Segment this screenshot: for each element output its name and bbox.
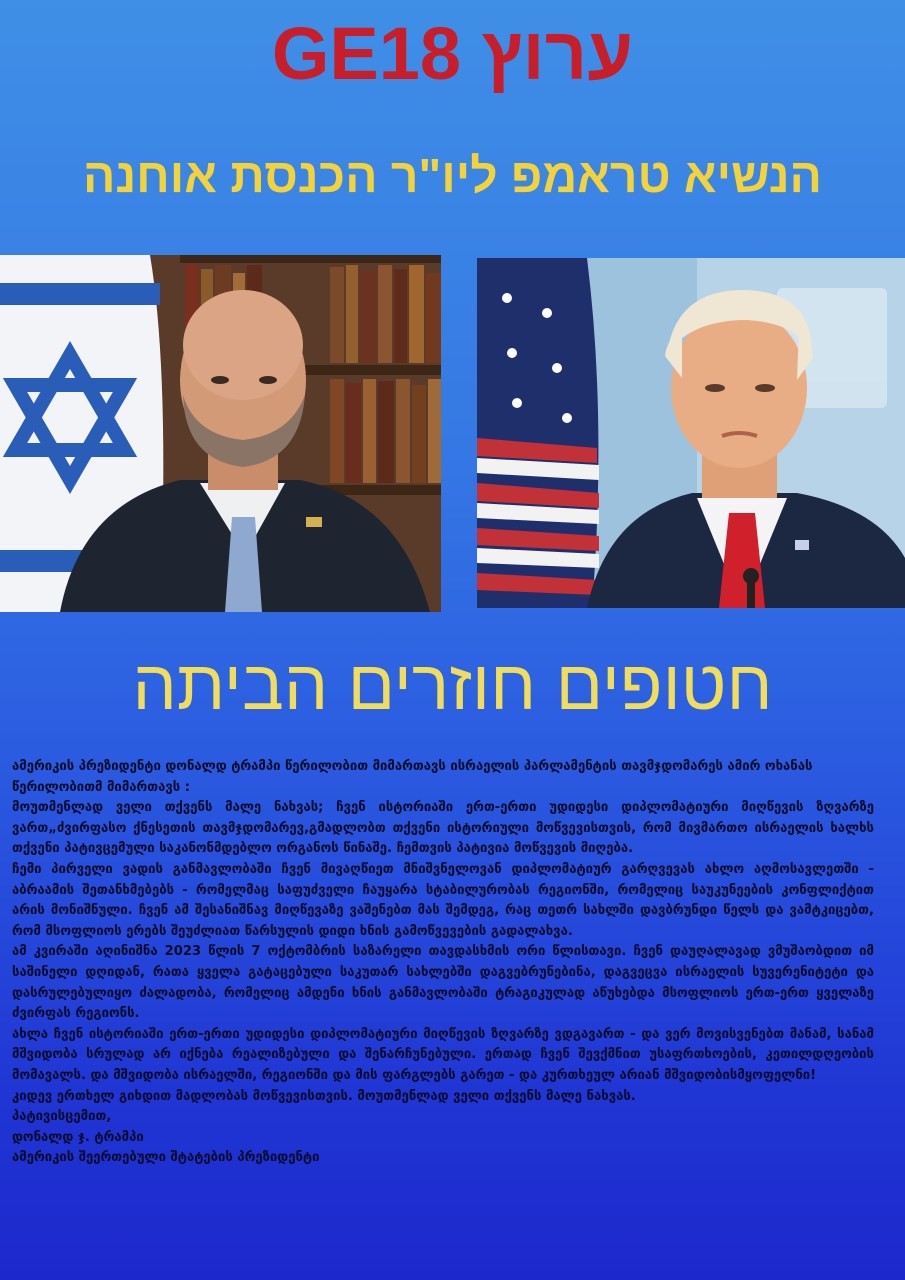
- subtitle: הנשיא טראמפ ליו"ר הכנסת אוחנה: [83, 150, 822, 203]
- letter-closing: პატივისცემით,: [12, 1109, 112, 1125]
- headline: חטופים חוזרים הביתה: [132, 646, 773, 724]
- speaker-portrait-photo: [0, 255, 441, 612]
- letter-signature: დონალდ ჯ. ტრამპი: [12, 1129, 144, 1145]
- letter-signature-title: ამერიკის შეერთებული შტატების პრეზიდენტი: [12, 1150, 320, 1166]
- letter-body: [12, 757, 874, 1169]
- letter-paragraph: ჩემი პირველი ვადის განმავლობაში ჩვენ მივაღწიეთ მნიშვნელოვან დიპლომატიურ გარღვევას ახლო აღმოსავლეთში - აბრაამის შეთანხმებებს - რომელმაც საფუძველი ჩაუყარა სტაბილურობას რეგიონში, რომელიც საუკუნეების კონფლიქტით არის მონიშნული. ჩვენ ამ შესანიშნავ მიღწევაზე ვაშენებთ მას შემდეგ, რაც თეთრ სახლში დავბრუნდი წელს და ვამტკიცებთ, რომ მსოფლიოს ერებს შეუძლიათ წარსულის დიდი ხნის გამოწვევების გადალახვა.: [12, 861, 874, 939]
- letter-paragraph: კიდევ ერთხელ გიხდით მადლობას მოწვევისთვის. მოუთმენლად ველი თქვენს მალე ნახვას.: [12, 1088, 636, 1104]
- letter-paragraph: ამ კვირაში აღინიშნა 2023 წლის 7 ოქტომბრის საზარელი თავდასხმის ორი წლისთავი. ჩვენ დაუღალავად ვმუშაობდით იმ საშინელი დღიდან, რათა ყველა გატაცებული საკუთარ სახლებში დაგვებრუნებინა, დაგვეცვა ისრაელის სუვერენიტეტი და დასრულებულიყო ძალადობა, რომელიც ამდენი ხნის განმავლობაში ტრაგიკულად აწუხებდა მსოფლიოს ერთ-ერთ ყველაზე ძვირფას რეგიონს.: [12, 944, 874, 1022]
- letter-paragraph: ახლა ჩვენ ისტორიაში ერთ-ერთი უდიდესი დიპლომატიური მიღწევის ზღვარზე ვდგავართ - და ვერ მოვისვენებთ მანამ, სანამ მშვიდობა სრულად არ იქნება რეალიზებული და შენარჩუნებული. ერთად ჩვენ შევქმნით უსაფრთხოების, კეთილდღეობის მომავალს. და მშვიდობა ისრაელში, რეგიონში და მის ფარგლებს გარეთ - და კურთხეულ არიან მშვიდობისმყოფელნი!: [12, 1026, 874, 1083]
- president-portrait-photo: [477, 258, 905, 608]
- letter-intro: ამერიკის პრეზიდენტი დონალდ ტრამპი წერილობით მიმართავს ისრაელის პარლამენტის თავმჯდომარეს ამირ ოხანას წერილობითმ მიმართავს :: [12, 759, 813, 795]
- channel-title: GE18 ערוץ: [271, 12, 634, 95]
- letter-paragraph: მოუთმენლად ველი თქვენს მალე ნახვას; ჩვენ ისტორიაში ერთ-ერთი უდიდესი დიპლომატიური მიღწევის ზღვარზე ვართ„ძვირფასო ქნესეთის თავმჯდომარევ,გმადლობთ თქვენი ისტორიული მოწვევისთვის, რომ მივმართო ისრაელის ხალხს თქვენი პატივცემული საკანონმდებლო ორგანოს წინაშე. ჩემთვის პატივია მოწვევის მიღება.: [12, 800, 874, 857]
